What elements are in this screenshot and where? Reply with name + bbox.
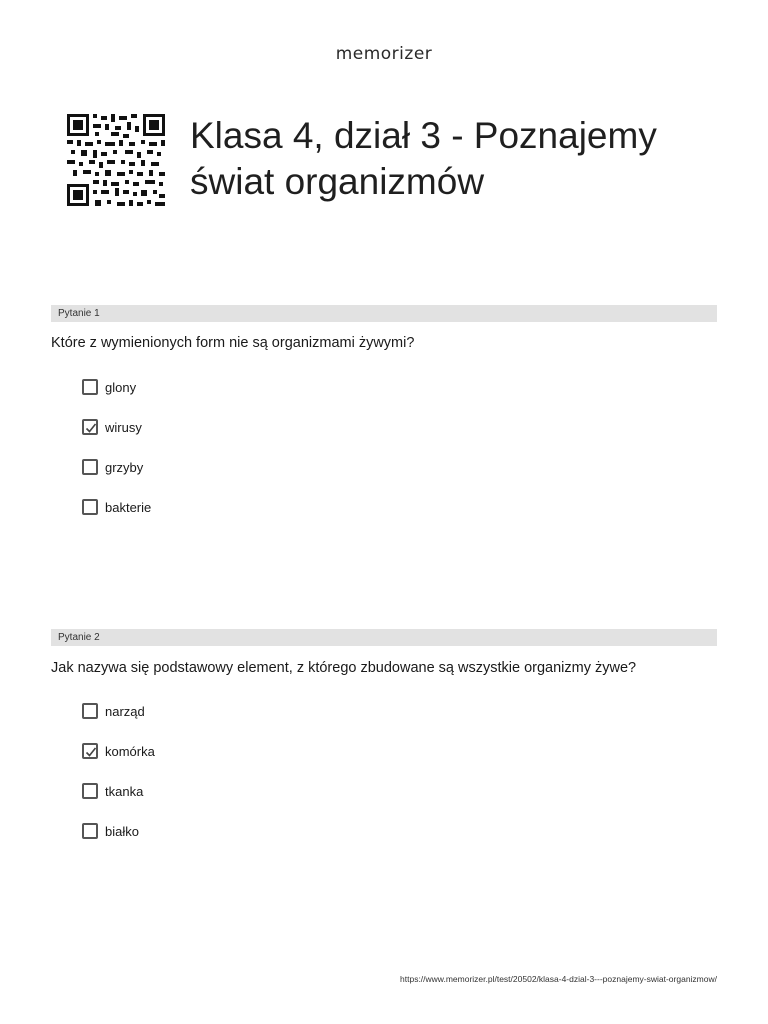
checkmark-icon xyxy=(85,746,97,758)
checkbox[interactable] xyxy=(82,783,98,799)
option-label: białko xyxy=(105,823,139,839)
option-label: tkanka xyxy=(105,783,144,799)
question-1-number: Pytanie 1 xyxy=(58,308,100,319)
q2-option-narzad[interactable] xyxy=(82,701,145,721)
checkbox[interactable] xyxy=(82,703,98,719)
option-label: narząd xyxy=(105,703,145,719)
question-1-band xyxy=(51,305,717,322)
checkbox[interactable] xyxy=(82,823,98,839)
memorizer-logo: memorizer xyxy=(335,44,433,64)
q1-option-grzyby[interactable] xyxy=(82,457,143,477)
option-label: glony xyxy=(105,379,137,395)
question-2-number: Pytanie 2 xyxy=(58,632,100,643)
q2-option-komorka[interactable] xyxy=(82,741,155,761)
option-label: grzyby xyxy=(105,459,144,475)
q2-option-bialko[interactable] xyxy=(82,821,139,841)
checkbox-checked[interactable] xyxy=(82,743,98,759)
q1-option-wirusy[interactable] xyxy=(82,417,142,437)
option-label: komórka xyxy=(105,743,155,759)
checkbox[interactable] xyxy=(82,459,98,475)
checkbox-checked[interactable] xyxy=(82,419,98,435)
q2-option-tkanka[interactable] xyxy=(82,781,143,801)
q1-option-bakterie[interactable] xyxy=(82,497,151,517)
q1-option-glony[interactable] xyxy=(82,377,136,397)
footer-url[interactable]: https://www.memorizer.pl/test/20502/klasa-4-dzial-3---poznajemy-swiat-organizmow/ xyxy=(400,974,717,984)
option-label: bakterie xyxy=(105,499,152,515)
checkbox[interactable] xyxy=(82,379,98,395)
page-title: Klasa 4, dział 3 - Poznajemy świat organizmów xyxy=(190,115,657,202)
question-2-band xyxy=(51,629,717,646)
checkmark-icon xyxy=(85,422,97,434)
checkbox[interactable] xyxy=(82,499,98,515)
question-1-text: Które z wymienionych form nie są organizmami żywymi? xyxy=(51,335,415,351)
question-2-text: Jak nazywa się podstawowy element, z którego zbudowane są wszystkie organizmy żywe? xyxy=(51,660,637,676)
qr-code xyxy=(67,114,165,206)
option-label: wirusy xyxy=(105,419,142,435)
